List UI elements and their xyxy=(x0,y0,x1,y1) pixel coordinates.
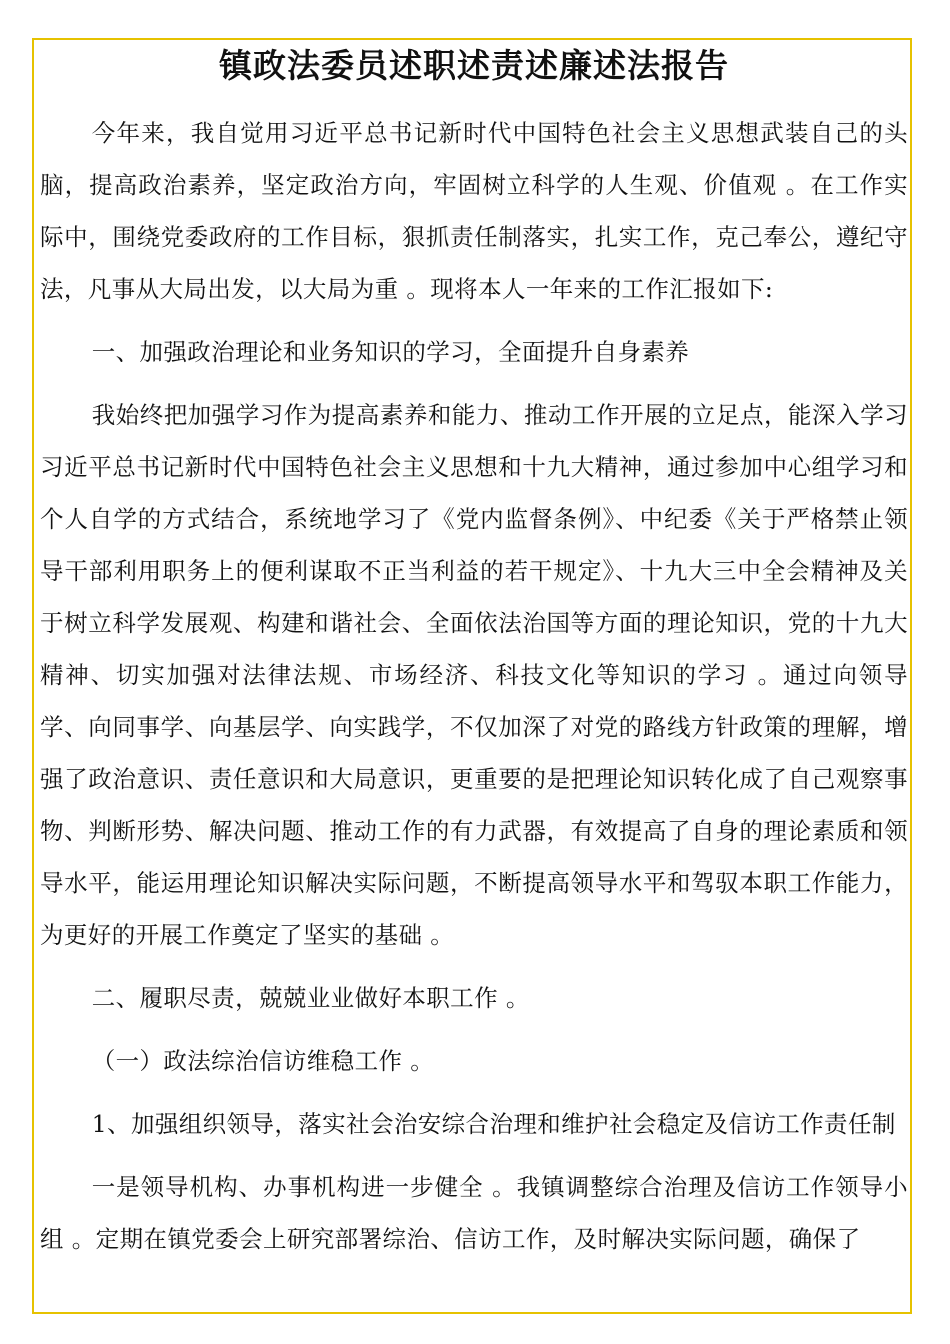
paragraph-study: 我始终把加强学习作为提高素养和能力、推动工作开展的立足点，能深入学习习近平总书记新时代中国特色社会主义思想和十九大精神，通过参加中心组学习和个人自学的方式结合，系统地学习了《党内监督条例》、中纪委《关于严格禁止领导干部利用职务上的便利谋取不正当利益的若干规定》、十九大三中全会精神及关于树立科学发展观、构建和谐社会、全面依法治国等方面的理论知识，党的十九大精神、切实加强对法律法规、市场经济、科技文化等知识的学习 。通过向领导学、向同事学、向基层学、向实践学，不仅加深了对党的路线方针政策的理解，增强了政治意识、责任意识和大局意识，更重要的是把理论知识转化成了自己观察事物、判断形势、解决问题、推动工作的有力武器，有效提高了自身的理论素质和领导水平，能运用理论知识解决实际问题，不断提高领导水平和驾驭本职工作能力，为更好的开展工作奠定了坚实的基础 。 xyxy=(40,401,908,949)
subsection-heading-1: （一）政法综治信访维稳工作 。 xyxy=(91,1047,435,1075)
section-heading-2: 二、履职尽责，兢兢业业做好本职工作 。 xyxy=(91,984,530,1012)
paragraph-leadership: 一是领导机构、办事机构进一步健全 。我镇调整综合治理及信访工作领导小组 。定期在镇党委会上研究部署综治、信访工作，及时解决实际问题，确保了 xyxy=(40,1173,908,1253)
item-heading-1: 1、加强组织领导，落实社会治安综合治理和维护社会稳定及信访工作责任制 xyxy=(91,1110,896,1138)
paragraph-intro: 今年来，我自觉用习近平总书记新时代中国特色社会主义思想武装自己的头脑，提高政治素养，坚定政治方向，牢固树立科学的人生观、价值观 。在工作实际中，围绕党委政府的工作目标，狠抓责任制落实，扎实工作，克己奉公，遵纪守法，凡事从大局出发，以大局为重 。现将本人一年来的工作汇报如下: xyxy=(40,119,908,303)
section-heading-1: 一、加强政治理论和业务知识的学习，全面提升自身素养 xyxy=(91,338,690,366)
document-body xyxy=(40,40,908,1265)
document-title: 镇政法委员述职述责述廉述法报告 xyxy=(219,46,729,85)
